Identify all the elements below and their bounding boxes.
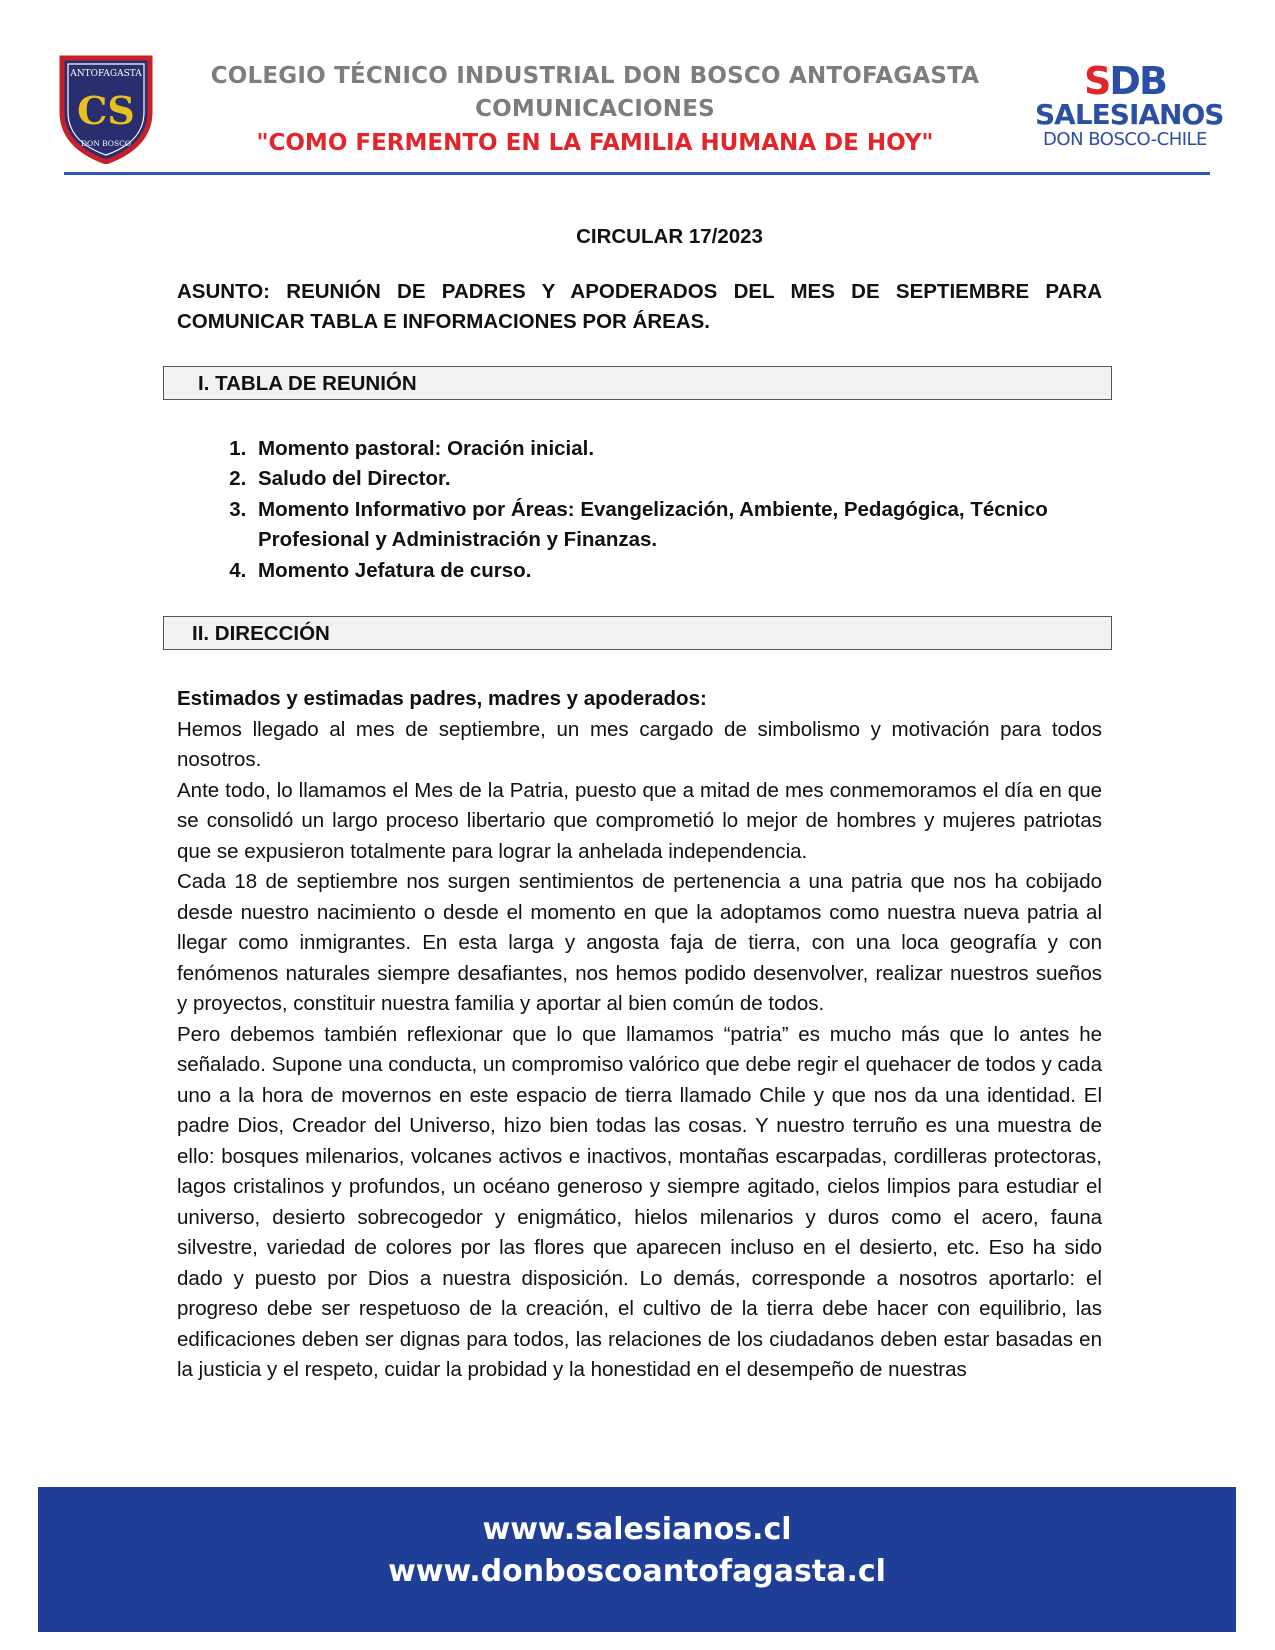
sdb-mark: SDB xyxy=(1084,59,1166,103)
greeting: Estimados y estimadas padres, madres y apoderados: xyxy=(177,687,707,710)
footer-url-salesianos[interactable]: www.salesianos.cl xyxy=(482,1512,792,1547)
header-divider xyxy=(64,172,1210,175)
footer-banner xyxy=(38,1487,1236,1632)
agenda-item: 2. Saludo del Director. xyxy=(252,464,1102,495)
footer-url-school[interactable]: www.donboscoantofagasta.cl xyxy=(388,1554,886,1589)
agenda-item: 4. Momento Jefatura de curso. xyxy=(252,556,1102,587)
paragraph: Cada 18 de septiembre nos surgen sentimientos de pertenencia a una patria que nos ha cobijado desde nuestro nacimiento o desde el momento en que la adoptamos como nuestra nueva patria al llegar como inmigrantes. En esta larga y angosta faja de tierra, con una loca geografía y con fenómenos naturales siempre desafiantes, nos hemos podido desenvolver, realizar nuestros sueños y proyectos, constituir nuestra familia y aportar al bien común de todos. xyxy=(177,870,1102,1015)
section-heading-direccion: II. DIRECCIÓN xyxy=(163,616,1112,650)
paragraph: Hemos llegado al mes de septiembre, un mes cargado de simbolismo y motivación para todos nosotros. xyxy=(177,717,1102,771)
salesianos-logo xyxy=(1035,59,1224,152)
paragraph: Ante todo, lo llamamos el Mes de la Patria, puesto que a mitad de mes conmemoramos el día en que se consolidó un largo proceso libertario que comprometió lo mejor de hombres y mujeres patriotas que se expusieron totalmente para lograr la anhelada independencia. xyxy=(177,778,1102,863)
subject: ASUNTO: REUNIÓN DE PADRES Y APODERADOS DEL MES DE SEPTIEMBRE PARA COMUNICAR TABLA E INFORMACIONES POR ÁREAS. xyxy=(177,279,1102,333)
logo-subtitle: DON BOSCO-CHILE xyxy=(1043,129,1207,150)
circular-number: CIRCULAR 17/2023 xyxy=(576,225,763,248)
section-heading-tabla: I. TABLA DE REUNIÓN xyxy=(163,366,1112,400)
school-crest-logo xyxy=(58,54,154,164)
agenda-list xyxy=(177,434,1102,587)
logo-name: SALESIANOS xyxy=(1035,98,1224,131)
motto: "COMO FERMENTO EN LA FAMILIA HUMANA DE HOY" xyxy=(256,130,934,156)
paragraph: Pero debemos también reflexionar que lo que llamamos “patria” es mucho más que lo antes he señalado. Supone una conducta, un compromiso valórico que debe regir el quehacer de todos y cada uno a la hora de movernos en este espacio de tierra llamado Chile y que nos da una identidad. El padre Dios, Creador del Universo, hizo bien todas las cosas. Y nuestro terruño es una muestra de ello: bosques milenarios, volcanes activos e inactivos, montañas escarpadas, cordilleras protectoras, lagos cristalinos y profundos, un océano generoso y siempre agitado, cielos limpios para estudiar el universo, desierto sobrecogedor y enigmático, hielos milenarios y duros como el acero, fauna silvestre, variedad de colores por las flores que aparecen incluso en el desierto, etc. Eso ha sido dado y puesto por Dios a nuestra disposición. Lo demás, corresponde a nosotros aportarlo: el progreso debe ser respetuoso de la creación, el cultivo de la tierra debe hacer con equilibrio, las edificaciones deben ser dignas para todos, las relaciones de los ciudadanos deben estar basadas en la justicia y el respeto, cuidar la probidad y la honestidad en el desempeño de nuestras xyxy=(177,1022,1102,1381)
school-name: COLEGIO TÉCNICO INDUSTRIAL DON BOSCO ANTOFAGASTA xyxy=(210,63,980,89)
crest-top-text: ANTOFAGASTA xyxy=(70,69,142,79)
header-titles xyxy=(180,60,1010,160)
agenda-item: 3. Momento Informativo por Áreas: Evangelización, Ambiente, Pedagógica, Técnico Profesional y Administración y Finanzas. xyxy=(252,495,1102,556)
crest-monogram: CS xyxy=(77,88,135,133)
crest-bottom-text: DON BOSCO xyxy=(81,139,131,148)
department-name: COMUNICACIONES xyxy=(475,96,715,122)
agenda-item: 1. Momento pastoral: Oración inicial. xyxy=(252,434,1102,465)
document-body xyxy=(177,222,1102,1386)
